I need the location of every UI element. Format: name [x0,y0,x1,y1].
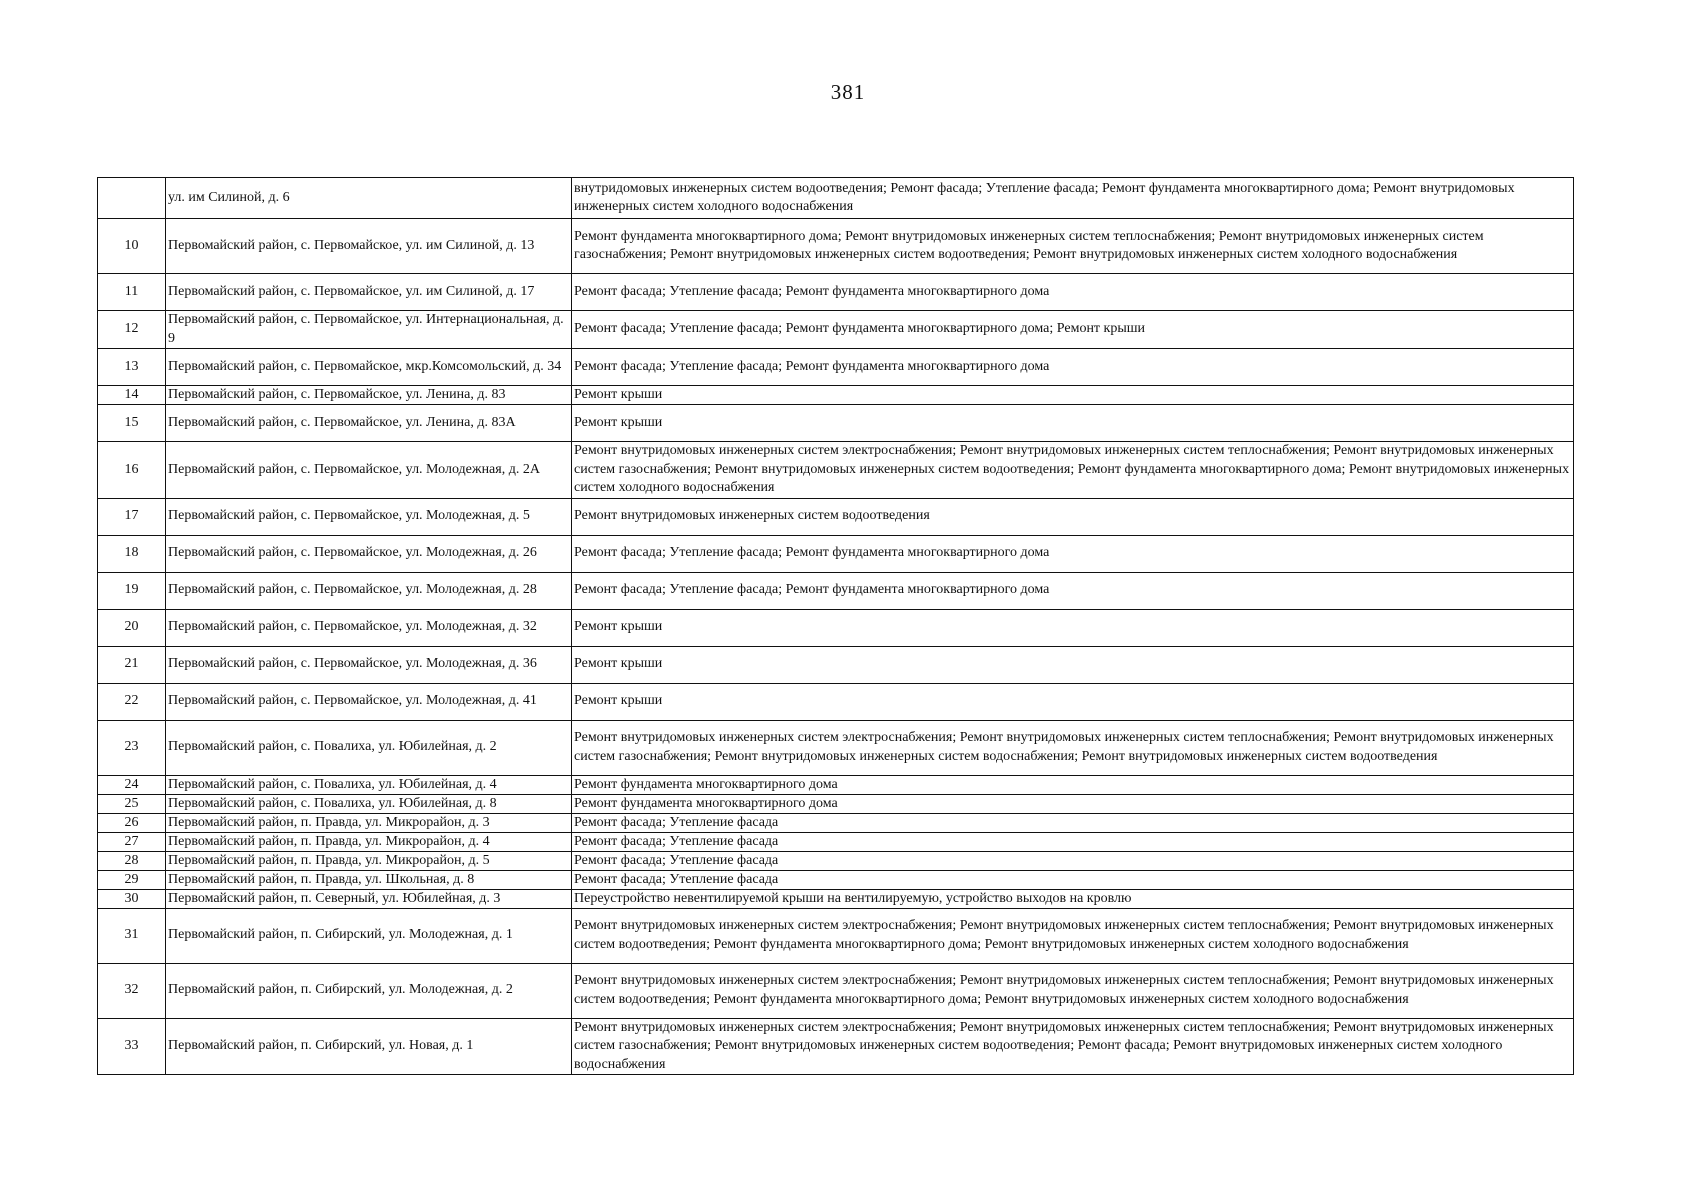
row-number: 31 [98,908,166,963]
table-row [98,349,1574,386]
row-works: Ремонт фундамента многоквартирного дома [572,794,1574,813]
table-row [98,498,1574,535]
row-number: 25 [98,794,166,813]
row-address: Первомайский район, с. Первомайское, ул. Молодежная, д. 2А [166,442,572,499]
row-works: внутридомовых инженерных систем водоотведения; Ремонт фасада; Утепление фасада; Ремонт фундамента многоквартирного дома; Ремонт внутридомовых инженерных систем холодного водоснабжения [572,178,1574,219]
table-row [98,311,1574,349]
row-address: Первомайский район, с. Первомайское, ул. Интернациональная, д. 9 [166,311,572,349]
row-works: Ремонт фасада; Утепление фасада [572,870,1574,889]
row-number: 13 [98,349,166,386]
row-number: 33 [98,1018,166,1075]
row-address: Первомайский район, п. Правда, ул. Микрорайон, д. 4 [166,832,572,851]
row-number: 15 [98,405,166,442]
row-number: 27 [98,832,166,851]
table-row [98,178,1574,219]
row-address: Первомайский район, с. Первомайское, ул. Ленина, д. 83 [166,386,572,405]
row-works: Ремонт крыши [572,609,1574,646]
row-number: 22 [98,683,166,720]
row-works: Ремонт фасада; Утепление фасада; Ремонт фундамента многоквартирного дома [572,349,1574,386]
row-number: 12 [98,311,166,349]
table-row [98,219,1574,274]
table-row [98,851,1574,870]
table-row [98,1018,1574,1075]
row-works: Ремонт фасада; Утепление фасада [572,813,1574,832]
row-address: Первомайский район, с. Первомайское, ул. им Силиной, д. 17 [166,274,572,311]
row-works: Ремонт фасада; Утепление фасада; Ремонт фундамента многоквартирного дома [572,535,1574,572]
table-row [98,775,1574,794]
row-works: Ремонт внутридомовых инженерных систем электроснабжения; Ремонт внутридомовых инженерных систем теплоснабжения; Ремонт внутридомовых инженерных систем водоотведения; Ремонт фундамента многоквартирного дома; Ремонт внутридомовых инженерных систем холодного водоснабжения [572,963,1574,1018]
row-address: Первомайский район, с. Повалиха, ул. Юбилейная, д. 8 [166,794,572,813]
table-row [98,720,1574,775]
row-address: Первомайский район, с. Повалиха, ул. Юбилейная, д. 2 [166,720,572,775]
row-address: Первомайский район, с. Первомайское, ул. Молодежная, д. 28 [166,572,572,609]
row-works: Ремонт внутридомовых инженерных систем электроснабжения; Ремонт внутридомовых инженерных систем теплоснабжения; Ремонт внутридомовых инженерных систем водоотведения; Ремонт фундамента многоквартирного дома; Ремонт внутридомовых инженерных систем холодного водоснабжения [572,908,1574,963]
row-number [98,178,166,219]
row-address: Первомайский район, с. Первомайское, ул. Молодежная, д. 5 [166,498,572,535]
row-address: Первомайский район, п. Северный, ул. Юбилейная, д. 3 [166,889,572,908]
row-address: Первомайский район, п. Сибирский, ул. Новая, д. 1 [166,1018,572,1075]
row-number: 20 [98,609,166,646]
row-works: Ремонт фасада; Утепление фасада [572,851,1574,870]
row-number: 19 [98,572,166,609]
row-address: Первомайский район, п. Правда, ул. Микрорайон, д. 5 [166,851,572,870]
row-number: 26 [98,813,166,832]
row-number: 24 [98,775,166,794]
table-row [98,683,1574,720]
row-number: 21 [98,646,166,683]
row-works: Ремонт фасада; Утепление фасада; Ремонт фундамента многоквартирного дома; Ремонт крыши [572,311,1574,349]
row-works: Ремонт внутридомовых инженерных систем электроснабжения; Ремонт внутридомовых инженерных систем теплоснабжения; Ремонт внутридомовых инженерных систем газоснабжения; Ремонт внутридомовых инженерных систем водоотведения; Ремонт фундамента многоквартирного дома; Ремонт внутридомовых инженерных систем холодного водоснабжения [572,442,1574,499]
row-address: Первомайский район, с. Первомайское, ул. Ленина, д. 83А [166,405,572,442]
row-address: Первомайский район, п. Правда, ул. Школьная, д. 8 [166,870,572,889]
table-row [98,442,1574,499]
table-row [98,386,1574,405]
row-address: Первомайский район, с. Повалиха, ул. Юбилейная, д. 4 [166,775,572,794]
row-works: Ремонт крыши [572,646,1574,683]
row-number: 28 [98,851,166,870]
row-works: Ремонт крыши [572,405,1574,442]
table-row [98,794,1574,813]
row-address: Первомайский район, с. Первомайское, ул. Молодежная, д. 26 [166,535,572,572]
row-address: Первомайский район, с. Первомайское, ул. Молодежная, д. 32 [166,609,572,646]
row-address: Первомайский район, п. Правда, ул. Микрорайон, д. 3 [166,813,572,832]
table-row [98,908,1574,963]
row-works: Ремонт крыши [572,386,1574,405]
row-address: Первомайский район, п. Сибирский, ул. Молодежная, д. 1 [166,908,572,963]
row-works: Переустройство невентилируемой крыши на вентилируемую, устройство выходов на кровлю [572,889,1574,908]
row-works: Ремонт фасада; Утепление фасада; Ремонт фундамента многоквартирного дома [572,572,1574,609]
row-number: 17 [98,498,166,535]
row-works: Ремонт внутридомовых инженерных систем электроснабжения; Ремонт внутридомовых инженерных систем теплоснабжения; Ремонт внутридомовых инженерных систем газоснабжения; Ремонт внутридомовых инженерных систем водоотведения; Ремонт фасада; Ремонт внутридомовых инженерных систем холодного водоснабжения [572,1018,1574,1075]
row-works: Ремонт фундамента многоквартирного дома [572,775,1574,794]
row-address: ул. им Силиной, д. 6 [166,178,572,219]
table-row [98,963,1574,1018]
row-number: 16 [98,442,166,499]
table-row [98,832,1574,851]
row-number: 23 [98,720,166,775]
table-row [98,646,1574,683]
repair-works-table-container [97,177,1573,1075]
row-number: 10 [98,219,166,274]
row-number: 30 [98,889,166,908]
repair-works-table [97,177,1574,1075]
table-row [98,889,1574,908]
row-address: Первомайский район, с. Первомайское, ул. Молодежная, д. 36 [166,646,572,683]
table-row [98,609,1574,646]
row-number: 29 [98,870,166,889]
table-row [98,405,1574,442]
table-body [98,178,1574,1075]
table-row [98,813,1574,832]
row-address: Первомайский район, с. Первомайское, ул. им Силиной, д. 13 [166,219,572,274]
row-works: Ремонт фундамента многоквартирного дома; Ремонт внутридомовых инженерных систем теплоснабжения; Ремонт внутридомовых инженерных систем газоснабжения; Ремонт внутридомовых инженерных систем водоотведения; Ремонт внутридомовых инженерных систем холодного водоснабжения [572,219,1574,274]
row-number: 14 [98,386,166,405]
row-number: 32 [98,963,166,1018]
table-row [98,572,1574,609]
row-works: Ремонт внутридомовых инженерных систем электроснабжения; Ремонт внутридомовых инженерных систем теплоснабжения; Ремонт внутридомовых инженерных систем газоснабжения; Ремонт внутридомовых инженерных систем водоснабжения; Ремонт внутридомовых инженерных систем водоотведения [572,720,1574,775]
row-works: Ремонт крыши [572,683,1574,720]
page-number: 381 [830,80,866,104]
row-works: Ремонт внутридомовых инженерных систем водоотведения [572,498,1574,535]
row-address: Первомайский район, с. Первомайское, мкр.Комсомольский, д. 34 [166,349,572,386]
row-address: Первомайский район, с. Первомайское, ул. Молодежная, д. 41 [166,683,572,720]
row-number: 18 [98,535,166,572]
table-row [98,870,1574,889]
row-works: Ремонт фасада; Утепление фасада [572,832,1574,851]
table-row [98,274,1574,311]
row-address: Первомайский район, п. Сибирский, ул. Молодежная, д. 2 [166,963,572,1018]
row-number: 11 [98,274,166,311]
table-row [98,535,1574,572]
row-works: Ремонт фасада; Утепление фасада; Ремонт фундамента многоквартирного дома [572,274,1574,311]
